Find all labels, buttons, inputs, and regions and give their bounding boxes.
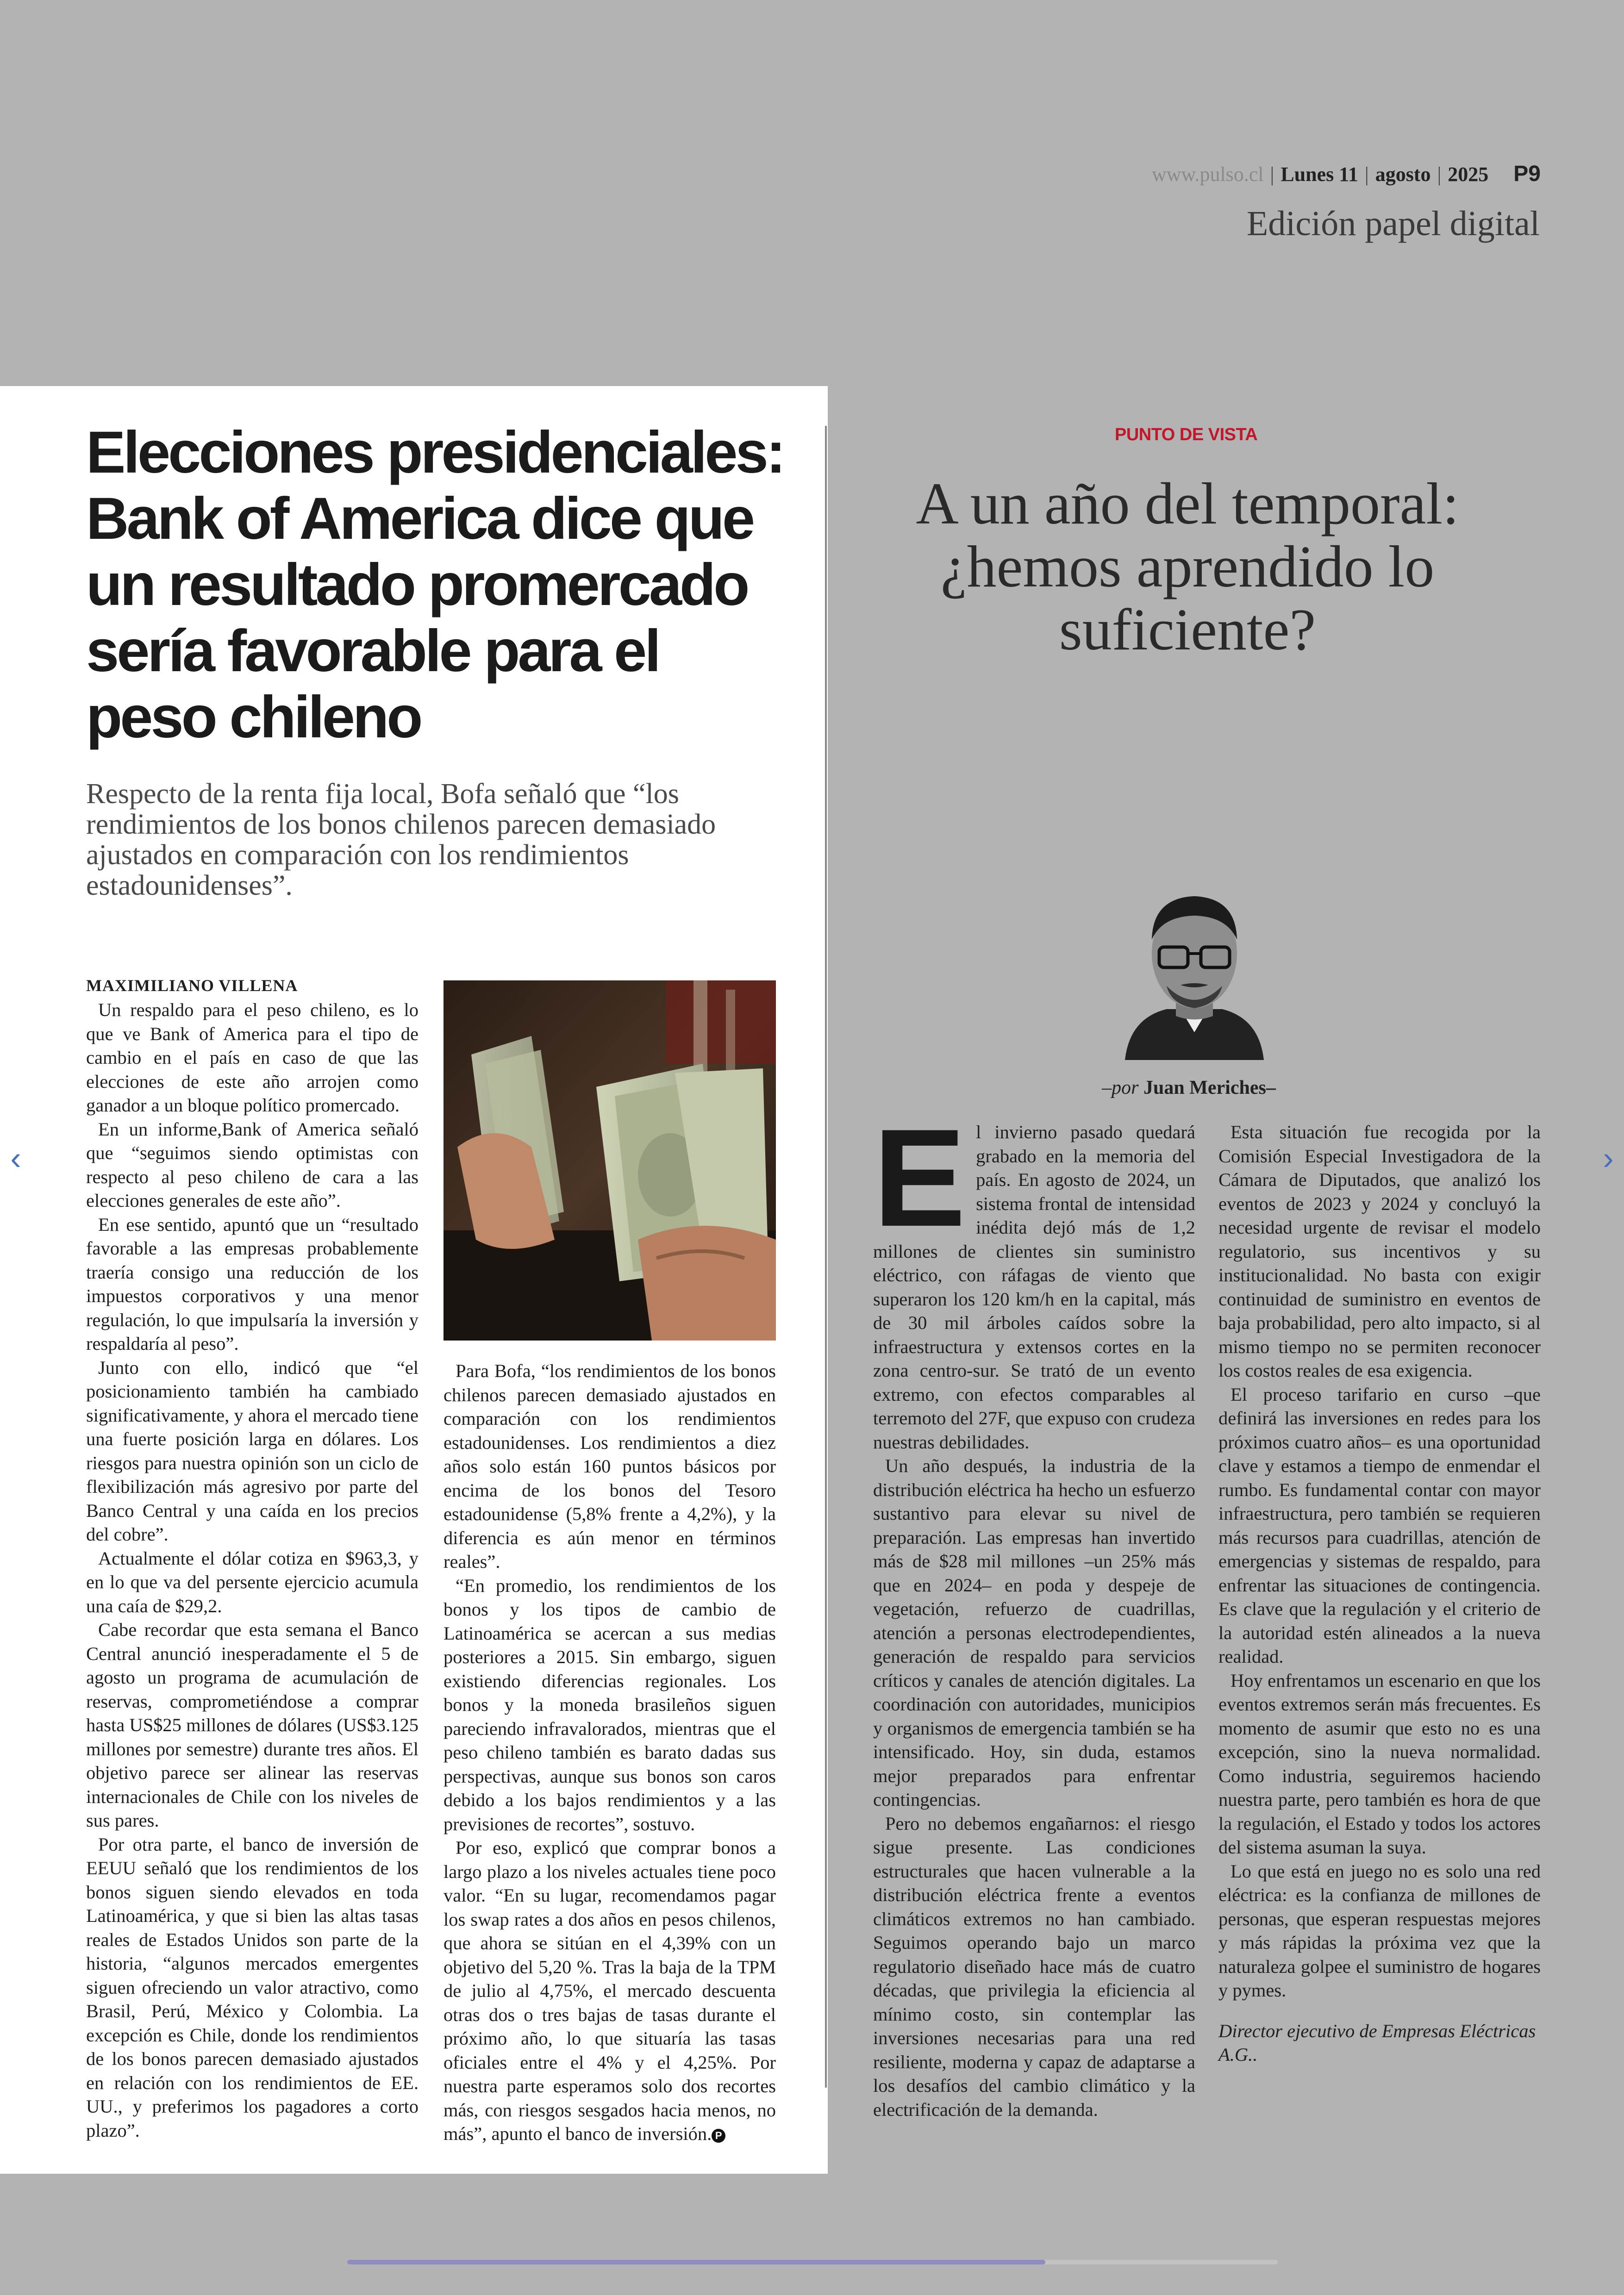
header-day: Lunes 11 <box>1280 163 1358 186</box>
drop-cap: E <box>873 1100 966 1255</box>
page-header-meta <box>1152 161 1541 187</box>
author-name: Juan Meriches– <box>1143 1077 1276 1098</box>
header-year: 2025 <box>1448 163 1489 186</box>
author-portrait <box>1111 884 1278 1060</box>
pulso-end-mark-icon: P <box>712 2129 725 2143</box>
right-article-column-2 <box>1218 1120 1541 2067</box>
separator: | <box>1270 163 1274 186</box>
paragraph: Lo que está en juego no es solo una red eléctrica: es la confianza de millones de personas, que esperan respuestas mejores y más rápidas la próxima vez que la naturaleza golpee el suministro de hogares y pymes. <box>1218 1860 1541 2001</box>
paragraph: Actualmente el dólar cotiza en $963,3, y en lo que va del persente ejercicio acumula una caía de $29,2. <box>86 1547 418 1616</box>
paragraph: Esta situación fue recogida por la Comisión Especial Investigadora de la Cámara de Diputados, que analizó los eventos de 2023 y 2024 y concluyó la necesidad urgente de revisar el modelo regulatorio, sus incentivos y su institucionalidad. No basta con exigir continuidad de suministro en eventos de baja probabilidad, pero alto impacto, si al mismo tiempo no se permiten reconocer los costos reales de esa exigencia. <box>1218 1122 1541 1381</box>
left-article-lead: Respecto de la renta fija local, Bofa señaló que “los rendimientos de los bonos chilenos parecen demasiado ajustados en comparación con los rendimientos estadounidenses”. <box>86 778 716 901</box>
paragraph: Pero no debemos engañarnos: el riesgo sigue presente. Las condiciones estructurales que hacen vulnerable a la distribución eléctrica frente a eventos climáticos extremos no han cambiado. Seguimos operando bajo un marco regulatorio diseñado hace más de cuatro décadas, que privilegia la eficiencia al mínimo costo, sin contemplar las inversiones necesarias para una red resiliente, moderna y capaz de adaptarse a los desafíos del cambio climático y la electrificación de la demanda. <box>873 1813 1195 2120</box>
paragraph: El proceso tarifario en curso –que definirá las inversiones en redes para los próximos cuatro años– es una oportunidad clave y estamos a tiempo de enmendar el rumbo. Es fundamental contar con mayor infraestructura, pero también se requieren más recursos para cuadrillas, atención de emergencias y sistemas de respaldo, para enfrentar las situaciones de contingencia. Es clave que la regulación y el criterio de la autoridad estén alineados a la nueva realidad. <box>1218 1384 1541 1667</box>
paragraph: En un informe,Bank of America señaló que “seguimos siendo optimistas con respecto al peso chileno de cara a las elecciones generales de este año”. <box>86 1118 418 1211</box>
edition-label: Edición papel digital <box>1246 204 1540 243</box>
paragraph: Por otra parte, el banco de inversión de EEUU señaló que los rendimientos de los bonos siguen siendo elevados en toda Latinoamérica, y que si bien las altas tasas reales de Estados Unidos son parte de la historia, “algunos mercados emergentes siguen ofreciendo un valor atractivo, como Brasil, Perú, México y Colombia. La excepción es Chile, donde los rendimientos de los bonos parecen demasiado ajustados en relación con los rendimientos de EE. UU., y preferimos los pagadores a corto plazo”. <box>86 1834 418 2141</box>
chevron-left-icon[interactable]: ‹ <box>10 1140 21 1176</box>
site-url[interactable]: www.pulso.cl <box>1151 163 1264 186</box>
paragraph: En ese sentido, apuntó que un “resultado favorable a las empresas probablemente traería consigo una reducción de los impuestos corporativos y una menor regulación, lo que impulsaría la inversión y respaldaría al peso”. <box>86 1214 418 1354</box>
right-article-column-1 <box>873 1100 1195 2121</box>
page-progress-bar[interactable] <box>347 2260 1278 2264</box>
right-article-headline: A un año del temporal: ¿hemos aprendido lo suficiente? <box>916 471 1459 662</box>
page-progress-fill <box>347 2260 1045 2264</box>
page-number: P9 <box>1513 162 1541 186</box>
paragraph: Un respaldo para el peso chileno, es lo que ve Bank of America para el tipo de cambio en el país en caso de que las elecciones de este año arrojen como ganador a un bloque político promercado. <box>86 999 418 1116</box>
left-article-headline: Elecciones presidenciales: Bank of America dice que un resultado promercado sería favorable para el peso chileno <box>86 419 784 750</box>
left-article-column-2 <box>443 1359 776 2146</box>
paragraph: l invierno pasado quedará grabado en la memoria del país. En agosto de 2024, un sistema frontal de intensidad inédita dejó más de 1,2 millones de clientes sin suministro eléctrico, con ráfagas de viento que superaron los 120 km/h en la capital, más de 30 mil árboles caídos sobre la infraestructura y extensos cortes en la zona centro-sur. Se trató de un evento extremo, con efectos comparables al terremoto del 27F, que expuso con crudeza nuestras debilidades. <box>873 1122 1195 1453</box>
separator: | <box>1437 163 1442 186</box>
page-divider <box>825 426 827 2088</box>
author-prefix: –por <box>1102 1077 1139 1098</box>
dollar-bills-photo <box>443 980 776 1341</box>
paragraph-text: Por eso, explicó que comprar bonos a largo plazo a los niveles actuales tiene poco valor. “En su lugar, recomendamos pagar los swap rates a dos años en pesos chilenos, que ahora se sitúan en el 4,39% con un objetivo del 5,20 %. Tras la baja de la TPM de julio al 4,75%, el mercado descuenta otras dos o tres bajas de tasas durante el próximo año, lo que situaría las tasas oficiales entre el 4% y el 4,25%. Por nuestra parte esperamos solo dos recortes más, con riesgos sesgados hacia menos, no más”, apunto el banco de inversión. <box>443 1837 776 2144</box>
left-article-byline: MAXIMILIANO VILLENA <box>86 976 298 995</box>
chevron-right-icon[interactable]: › <box>1603 1140 1614 1176</box>
header-month: agosto <box>1375 163 1431 186</box>
paragraph: Cabe recordar que esta semana el Banco Central anunció inesperadamente el 5 de agosto un programa de acumulación de reservas, comprometiéndose a comprar hasta US$25 millones de dólares (US$3.125 millones por semestre) durante tres años. El objetivo parece ser alinear las reservas internacionales de Chile con los niveles de sus pares. <box>86 1619 418 1831</box>
author-signoff: Director ejecutivo de Empresas Eléctricas A.G.. <box>1218 2020 1536 2065</box>
paragraph: Hoy enfrentamos un escenario en que los eventos extremos serán más frecuentes. Es momento de asumir que esto no es una excepción, sino la nueva normalidad. Como industria, seguiremos haciendo nuestra parte, pero también es hora de que la regulación, el Estado y todos los actores del sistema asuman la suya. <box>1218 1670 1541 1858</box>
paragraph: Para Bofa, “los rendimientos de los bonos chilenos parecen demasiado ajustados en comparación con los rendimientos estadounidenses. Los rendimientos a diez años solo están 160 puntos básicos por encima de los bonos del Tesoro estadounidense (5,8% frente a 4,2%), y la diferencia es aún menor en términos reales”. <box>443 1360 776 1572</box>
author-byline <box>926 1077 1452 1099</box>
section-label: PUNTO DE VISTA <box>1115 425 1258 444</box>
paragraph: Un año después, la industria de la distribución eléctrica ha hecho un esfuerzo sustantivo para elevar su nivel de preparación. Las empresas han invertido más de $28 mil millones –un 25% más que en 2024– en poda y despeje de vegetación, refuerzo de cuadrillas, atención a personas electrodependientes, generación de respaldo para servicios críticos y canales de atención digitales. La coordinación con autoridades, municipios y organismos de emergencia también se ha intensificado. Hoy, sin duda, estamos mejor preparados para enfrentar contingencias. <box>873 1455 1195 1810</box>
separator: | <box>1364 163 1369 186</box>
paragraph: Junto con ello, indicó que “el posicionamiento también ha cambiado significativamente, y ahora el mercado tiene una fuerte posición larga en dólares. Los riesgos para nuestra opinión son un ciclo de flexibilización más agresivo por parte del Banco Central y una caída en los precios del cobre”. <box>86 1357 418 1545</box>
left-article-column-1 <box>86 998 418 2142</box>
paragraph: “En promedio, los rendimientos de los bonos y los tipos de cambio de Latinoamérica se acercan a sus medias posteriores a 2015. Sin embargo, siguen existiendo diferencias regionales. Los bonos y la moneda brasileños siguen pareciendo infravalorados, mientras que el peso chileno también es barato dadas sus perspectivas, aunque sus bonos son caros debido a los bajos rendimientos y a las previsiones de recortes”, sostuvo. <box>443 1575 776 1834</box>
paragraph <box>443 1836 776 2146</box>
